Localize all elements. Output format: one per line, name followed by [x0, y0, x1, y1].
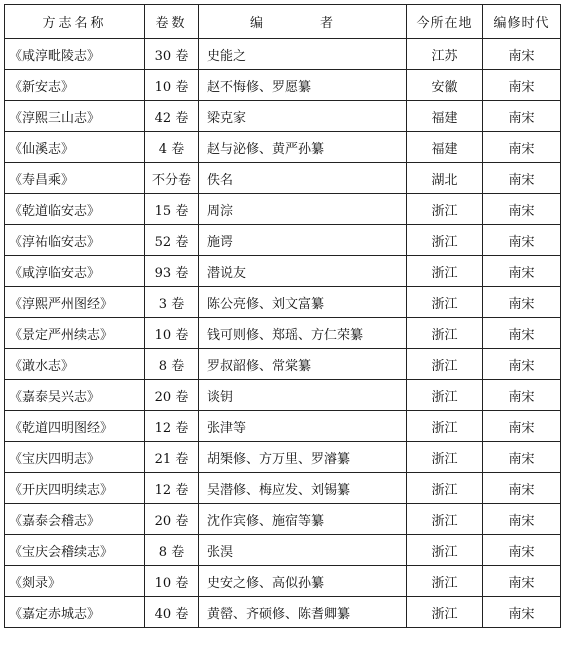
header-compilation-era: 编修时代 [483, 5, 561, 39]
cell-gazetteer-name: 《淳祐临安志》 [5, 225, 145, 256]
cell-volumes: 15 卷 [145, 194, 199, 225]
cell-compilation-era: 南宋 [483, 349, 561, 380]
cell-volumes: 不分卷 [145, 163, 199, 194]
cell-gazetteer-name: 《澉水志》 [5, 349, 145, 380]
cell-gazetteer-name: 《乾道临安志》 [5, 194, 145, 225]
table-header [5, 5, 561, 39]
cell-editors: 史安之修、高似孙纂 [199, 566, 407, 597]
cell-current-location: 浙江 [407, 225, 483, 256]
cell-volumes: 52 卷 [145, 225, 199, 256]
cell-gazetteer-name: 《嘉泰会稽志》 [5, 504, 145, 535]
cell-editors: 罗叔韶修、常棠纂 [199, 349, 407, 380]
cell-compilation-era: 南宋 [483, 597, 561, 628]
table-row [5, 225, 561, 256]
cell-compilation-era: 南宋 [483, 225, 561, 256]
cell-current-location: 浙江 [407, 566, 483, 597]
cell-gazetteer-name: 《咸淳毗陵志》 [5, 39, 145, 70]
header-current-location: 今所在地 [407, 5, 483, 39]
cell-volumes: 21 卷 [145, 442, 199, 473]
cell-volumes: 8 卷 [145, 349, 199, 380]
table-row [5, 70, 561, 101]
table-row [5, 442, 561, 473]
cell-gazetteer-name: 《乾道四明图经》 [5, 411, 145, 442]
cell-gazetteer-name: 《嘉定赤城志》 [5, 597, 145, 628]
table-row [5, 256, 561, 287]
gazetteer-table-container [4, 4, 560, 628]
cell-editors: 赵不悔修、罗愿纂 [199, 70, 407, 101]
cell-editors: 张淏 [199, 535, 407, 566]
cell-current-location: 湖北 [407, 163, 483, 194]
cell-volumes: 8 卷 [145, 535, 199, 566]
table-row [5, 349, 561, 380]
cell-editors: 史能之 [199, 39, 407, 70]
cell-volumes: 4 卷 [145, 132, 199, 163]
table-row [5, 473, 561, 504]
cell-volumes: 3 卷 [145, 287, 199, 318]
cell-editors: 施谔 [199, 225, 407, 256]
cell-editors: 赵与泌修、黄严孙纂 [199, 132, 407, 163]
cell-compilation-era: 南宋 [483, 39, 561, 70]
cell-current-location: 福建 [407, 101, 483, 132]
header-gazetteer-name: 方志名称 [5, 5, 145, 39]
cell-current-location: 浙江 [407, 411, 483, 442]
cell-current-location: 浙江 [407, 287, 483, 318]
cell-compilation-era: 南宋 [483, 70, 561, 101]
cell-editors: 佚名 [199, 163, 407, 194]
cell-editors: 潜说友 [199, 256, 407, 287]
cell-editors: 陈公亮修、刘文富纂 [199, 287, 407, 318]
cell-compilation-era: 南宋 [483, 411, 561, 442]
cell-compilation-era: 南宋 [483, 504, 561, 535]
cell-compilation-era: 南宋 [483, 132, 561, 163]
header-volumes: 卷数 [145, 5, 199, 39]
cell-editors: 黄罃、齐硕修、陈耆卿纂 [199, 597, 407, 628]
cell-current-location: 浙江 [407, 318, 483, 349]
cell-gazetteer-name: 《嘉泰吴兴志》 [5, 380, 145, 411]
cell-volumes: 93 卷 [145, 256, 199, 287]
table-row [5, 318, 561, 349]
table-row [5, 411, 561, 442]
table-row [5, 287, 561, 318]
header-editors: 编 者 [199, 5, 407, 39]
cell-gazetteer-name: 《新安志》 [5, 70, 145, 101]
cell-gazetteer-name: 《剡录》 [5, 566, 145, 597]
cell-gazetteer-name: 《宝庆会稽续志》 [5, 535, 145, 566]
cell-compilation-era: 南宋 [483, 566, 561, 597]
cell-editors: 胡榘修、方万里、罗濬纂 [199, 442, 407, 473]
cell-volumes: 10 卷 [145, 318, 199, 349]
cell-gazetteer-name: 《宝庆四明志》 [5, 442, 145, 473]
cell-volumes: 30 卷 [145, 39, 199, 70]
cell-current-location: 浙江 [407, 349, 483, 380]
table-row [5, 101, 561, 132]
cell-current-location: 浙江 [407, 194, 483, 225]
cell-current-location: 浙江 [407, 504, 483, 535]
cell-editors: 周淙 [199, 194, 407, 225]
cell-compilation-era: 南宋 [483, 535, 561, 566]
cell-volumes: 42 卷 [145, 101, 199, 132]
table-row [5, 504, 561, 535]
cell-current-location: 浙江 [407, 535, 483, 566]
cell-editors: 吴潜修、梅应发、刘锡纂 [199, 473, 407, 504]
cell-current-location: 福建 [407, 132, 483, 163]
cell-current-location: 浙江 [407, 380, 483, 411]
cell-gazetteer-name: 《开庆四明续志》 [5, 473, 145, 504]
header-row [5, 5, 561, 39]
table-row [5, 132, 561, 163]
gazetteer-table [4, 4, 561, 628]
cell-gazetteer-name: 《咸淳临安志》 [5, 256, 145, 287]
table-row [5, 597, 561, 628]
cell-compilation-era: 南宋 [483, 194, 561, 225]
cell-current-location: 江苏 [407, 39, 483, 70]
cell-current-location: 浙江 [407, 442, 483, 473]
cell-editors: 钱可则修、郑瑶、方仁荣纂 [199, 318, 407, 349]
table-row [5, 163, 561, 194]
cell-compilation-era: 南宋 [483, 318, 561, 349]
table-row [5, 535, 561, 566]
cell-volumes: 12 卷 [145, 411, 199, 442]
table-row [5, 380, 561, 411]
table-body [5, 39, 561, 628]
cell-compilation-era: 南宋 [483, 163, 561, 194]
table-row [5, 194, 561, 225]
cell-editors: 沈作宾修、施宿等纂 [199, 504, 407, 535]
table-row [5, 39, 561, 70]
cell-editors: 谈钥 [199, 380, 407, 411]
cell-gazetteer-name: 《寿昌乘》 [5, 163, 145, 194]
cell-current-location: 浙江 [407, 256, 483, 287]
cell-current-location: 浙江 [407, 473, 483, 504]
cell-current-location: 安徽 [407, 70, 483, 101]
cell-gazetteer-name: 《景定严州续志》 [5, 318, 145, 349]
cell-gazetteer-name: 《淳熙严州图经》 [5, 287, 145, 318]
cell-volumes: 20 卷 [145, 380, 199, 411]
cell-compilation-era: 南宋 [483, 442, 561, 473]
cell-compilation-era: 南宋 [483, 287, 561, 318]
cell-volumes: 20 卷 [145, 504, 199, 535]
cell-volumes: 10 卷 [145, 566, 199, 597]
cell-gazetteer-name: 《仙溪志》 [5, 132, 145, 163]
cell-volumes: 40 卷 [145, 597, 199, 628]
cell-compilation-era: 南宋 [483, 473, 561, 504]
cell-compilation-era: 南宋 [483, 380, 561, 411]
cell-compilation-era: 南宋 [483, 256, 561, 287]
cell-editors: 张津等 [199, 411, 407, 442]
cell-gazetteer-name: 《淳熙三山志》 [5, 101, 145, 132]
cell-current-location: 浙江 [407, 597, 483, 628]
cell-volumes: 10 卷 [145, 70, 199, 101]
table-row [5, 566, 561, 597]
cell-editors: 梁克家 [199, 101, 407, 132]
cell-volumes: 12 卷 [145, 473, 199, 504]
cell-compilation-era: 南宋 [483, 101, 561, 132]
